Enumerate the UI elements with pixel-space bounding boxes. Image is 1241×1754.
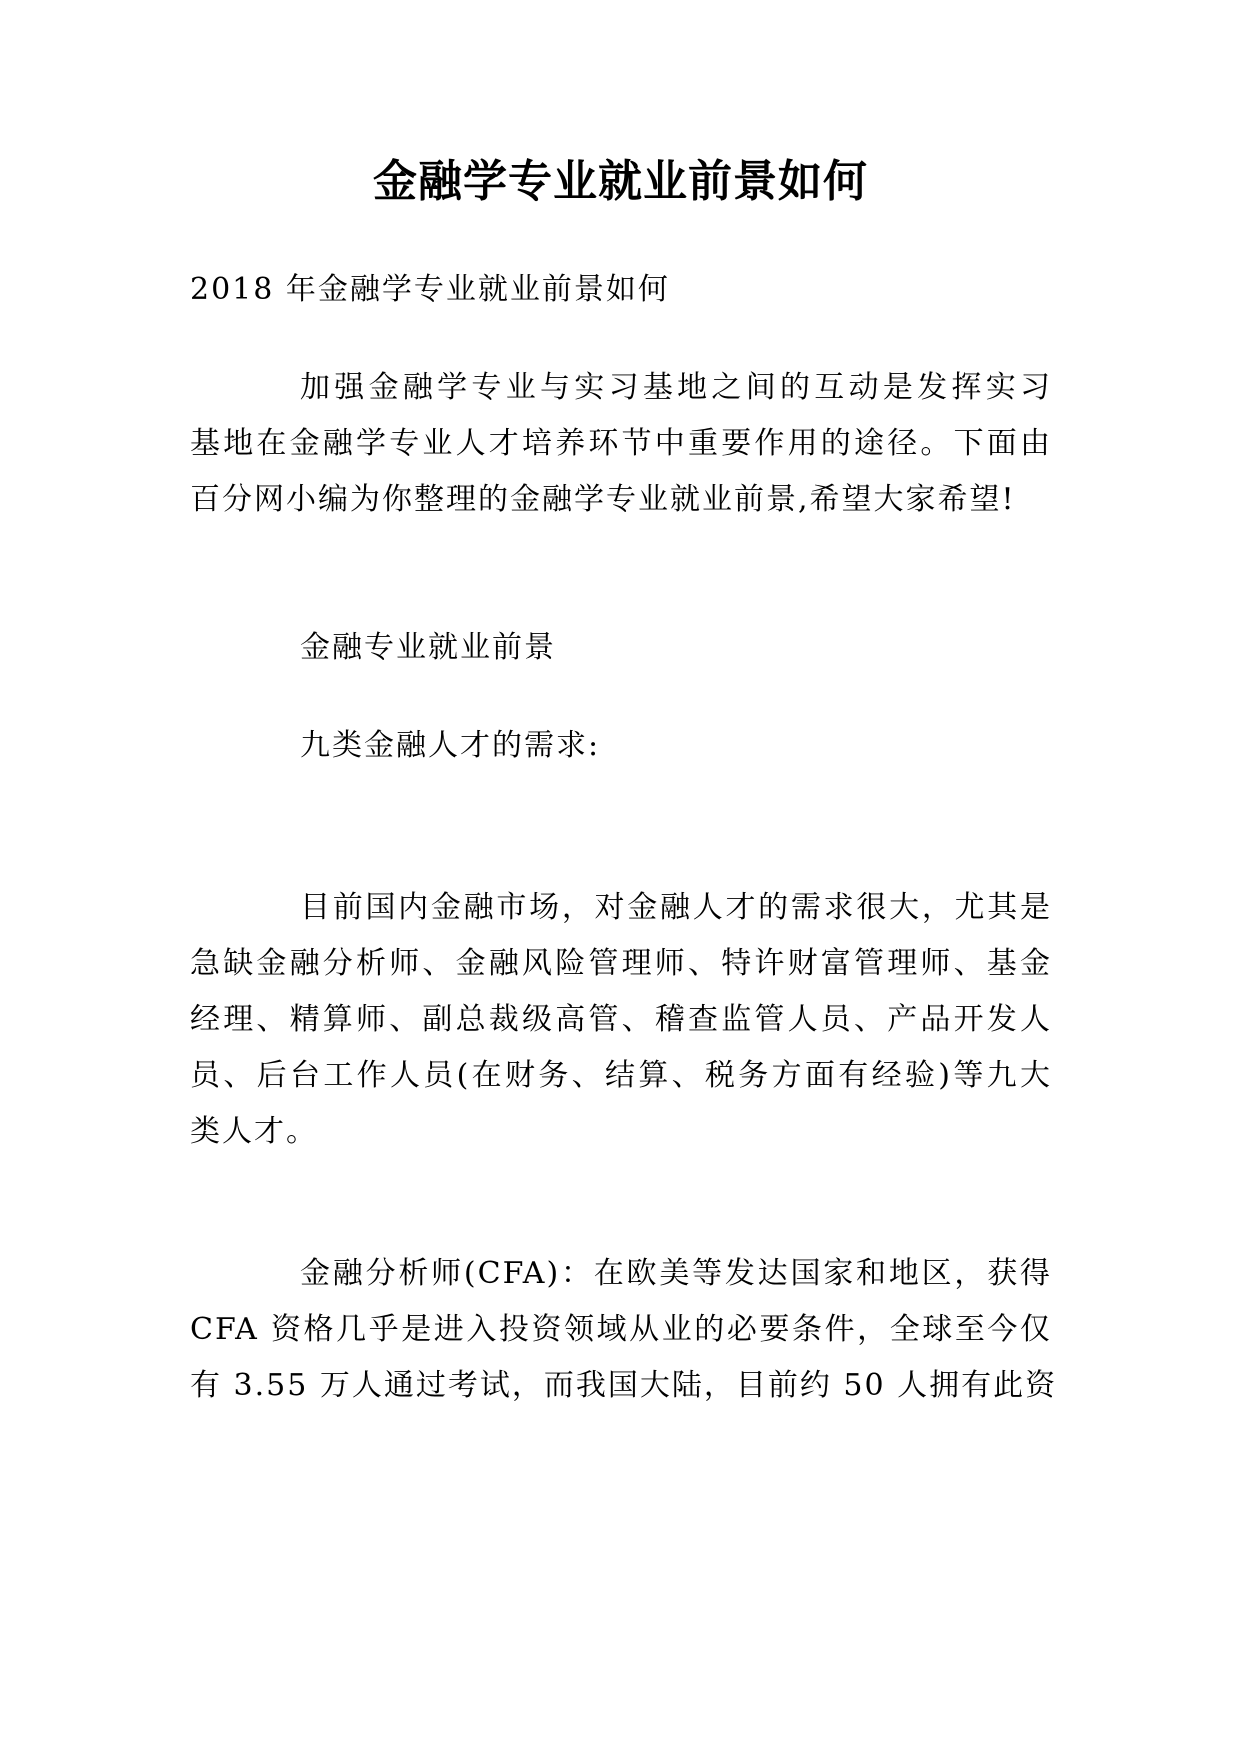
prospects-heading	[190, 620, 1052, 676]
intro-line-2: 基地在金融学专业人才培养环节中重要作用的途径。下面由	[190, 426, 1052, 461]
demand-line-2: 急缺金融分析师、金融风险管理师、特许财富管理师、基金	[190, 946, 1052, 981]
demand-line-3: 经理、精算师、副总裁级高管、稽查监管人员、产品开发人	[190, 1002, 1052, 1037]
document-subtitle	[190, 262, 1052, 318]
nine-categories-heading	[190, 718, 1052, 774]
cfa-line-1: 金融分析师(CFA)：在欧美等发达国家和地区，获得	[300, 1256, 1052, 1291]
intro-line-1: 加强金融学专业与实习基地之间的互动是发挥实习	[300, 370, 1052, 405]
cfa-line-3: 有 3.55 万人通过考试，而我国大陆，目前约 50 人拥有此资	[190, 1368, 1058, 1403]
subtitle-text: 2018 年金融学专业就业前景如何	[190, 272, 670, 307]
intro-paragraph	[190, 360, 1052, 528]
nine-categories-heading-text: 九类金融人才的需求:	[300, 728, 601, 763]
document-title: 金融学专业就业前景如何	[373, 156, 868, 207]
demand-line-5: 类人才。	[190, 1114, 318, 1149]
demand-paragraph	[190, 880, 1052, 1160]
cfa-line-2: CFA 资格几乎是进入投资领域从业的必要条件，全球至今仅	[190, 1312, 1052, 1347]
intro-line-3: 百分网小编为你整理的金融学专业就业前景,希望大家希望!	[190, 482, 1016, 517]
demand-line-4: 员、后台工作人员(在财务、结算、税务方面有经验)等九大	[190, 1058, 1052, 1093]
demand-line-1: 目前国内金融市场，对金融人才的需求很大，尤其是	[300, 890, 1052, 925]
prospects-heading-text: 金融专业就业前景	[300, 630, 556, 665]
cfa-paragraph	[190, 1246, 1058, 1414]
